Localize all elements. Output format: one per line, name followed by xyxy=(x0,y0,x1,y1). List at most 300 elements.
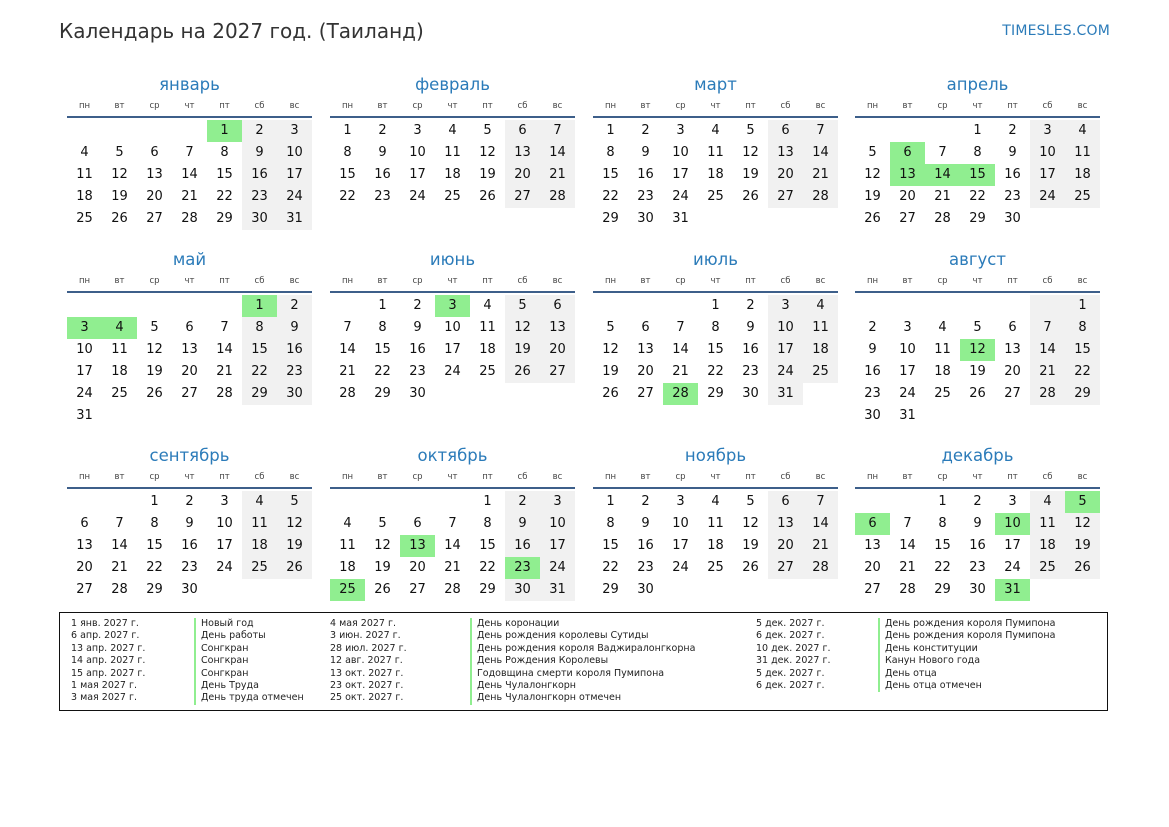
day-cell: 17 xyxy=(1030,164,1065,186)
day-cell: 24 xyxy=(672,560,689,575)
holiday-legend xyxy=(59,612,1108,711)
day-cell: 1 xyxy=(711,298,720,313)
holiday-date: 10 дек. 2027 г. xyxy=(756,642,831,654)
weekday-label: вт xyxy=(114,101,125,111)
weekday-header xyxy=(67,96,312,118)
weekday-label: пт xyxy=(219,276,230,286)
month-1 xyxy=(67,74,312,230)
holiday-name: Сонгкран xyxy=(194,668,248,680)
weekday-label: ср xyxy=(149,101,160,111)
week-row xyxy=(67,295,312,317)
week-row xyxy=(593,579,838,601)
day-cell: 2 xyxy=(185,494,194,509)
day-cell: 20 xyxy=(899,189,916,204)
weekday-label: пт xyxy=(482,472,493,482)
day-cell: 5 xyxy=(973,320,982,335)
day-cell: 24 xyxy=(277,186,312,208)
week-row xyxy=(330,295,575,317)
week-row xyxy=(855,142,1100,164)
holiday-day-cell: 4 xyxy=(102,317,137,339)
weekday-label: вт xyxy=(377,472,388,482)
weekday-label: вс xyxy=(552,472,563,482)
week-row xyxy=(330,186,575,208)
legend-item xyxy=(330,655,670,667)
day-cell: 5 xyxy=(868,145,877,160)
empty-day-cell xyxy=(698,579,733,601)
day-cell: 4 xyxy=(803,295,838,317)
month-name: январь xyxy=(159,75,220,94)
empty-day-cell xyxy=(207,579,242,601)
day-cell: 16 xyxy=(864,364,881,379)
week-row xyxy=(67,557,312,579)
day-cell: 23 xyxy=(969,560,986,575)
empty-day-cell xyxy=(505,383,540,405)
weekday-label: пт xyxy=(745,276,756,286)
holiday-date: 15 апр. 2027 г. xyxy=(71,667,146,679)
day-cell: 14 xyxy=(444,538,461,553)
holiday-name: День конституции xyxy=(878,643,978,655)
day-cell: 11 xyxy=(707,516,724,531)
day-cell: 2 xyxy=(505,491,540,513)
weekday-label: чт xyxy=(972,276,983,286)
day-cell: 3 xyxy=(540,491,575,513)
day-cell: 16 xyxy=(409,342,426,357)
day-cell: 5 xyxy=(505,295,540,317)
holiday-day-cell: 10 xyxy=(995,513,1030,535)
day-cell: 20 xyxy=(409,560,426,575)
weekday-header xyxy=(855,467,1100,489)
holiday-date: 31 дек. 2027 г. xyxy=(756,655,831,667)
day-cell: 12 xyxy=(479,145,496,160)
empty-day-cell xyxy=(960,405,995,427)
week-row xyxy=(67,339,312,361)
month-name: февраль xyxy=(415,75,490,94)
week-row xyxy=(67,361,312,383)
day-cell: 5 xyxy=(746,494,755,509)
day-cell: 31 xyxy=(540,579,575,601)
day-cell: 4 xyxy=(343,516,352,531)
day-cell: 22 xyxy=(934,560,951,575)
week-row xyxy=(855,535,1100,557)
day-cell: 23 xyxy=(181,560,198,575)
day-cell: 28 xyxy=(803,557,838,579)
weekday-label: пт xyxy=(745,472,756,482)
day-cell: 9 xyxy=(378,145,387,160)
day-cell: 26 xyxy=(111,211,128,226)
day-cell: 6 xyxy=(80,516,89,531)
day-cell: 6 xyxy=(1008,320,1017,335)
day-cell: 12 xyxy=(602,342,619,357)
weekday-header xyxy=(593,271,838,293)
weekday-label: сб xyxy=(780,276,791,286)
legend-column xyxy=(330,618,696,705)
day-cell: 23 xyxy=(409,364,426,379)
holiday-name: День рождения королевы Сутиды xyxy=(470,630,649,642)
day-cell: 21 xyxy=(1030,361,1065,383)
weekday-label: вс xyxy=(552,101,563,111)
weekday-label: пт xyxy=(1007,101,1018,111)
empty-day-cell xyxy=(1065,208,1100,230)
day-cell: 19 xyxy=(146,364,163,379)
day-cell: 8 xyxy=(711,320,720,335)
day-cell: 30 xyxy=(637,211,654,226)
calendar-grid xyxy=(67,74,1103,614)
day-cell: 17 xyxy=(216,538,233,553)
holiday-name: День Труда xyxy=(194,680,259,692)
legend-item xyxy=(756,655,1096,667)
day-cell: 12 xyxy=(374,538,391,553)
weekday-label: пн xyxy=(604,101,617,111)
week-row xyxy=(67,513,312,535)
week-row xyxy=(593,186,838,208)
day-cell: 25 xyxy=(934,386,951,401)
holiday-day-cell: 6 xyxy=(855,513,890,535)
day-cell: 23 xyxy=(864,386,881,401)
holiday-date: 6 дек. 2027 г. xyxy=(756,630,825,642)
day-cell: 10 xyxy=(1030,142,1065,164)
day-cell: 9 xyxy=(868,342,877,357)
day-cell: 8 xyxy=(378,320,387,335)
weekday-label: ср xyxy=(937,276,948,286)
week-row xyxy=(330,491,575,513)
week-row xyxy=(67,579,312,601)
day-cell: 22 xyxy=(374,364,391,379)
week-row xyxy=(855,339,1100,361)
day-cell: 10 xyxy=(672,516,689,531)
holiday-day-cell: 14 xyxy=(925,164,960,186)
day-cell: 25 xyxy=(111,386,128,401)
week-row xyxy=(855,383,1100,405)
week-row xyxy=(593,317,838,339)
day-cell: 26 xyxy=(374,582,391,597)
week-row xyxy=(330,535,575,557)
holiday-day-cell: 23 xyxy=(505,557,540,579)
week-row xyxy=(593,535,838,557)
weekday-label: вт xyxy=(640,276,651,286)
weekday-label: вс xyxy=(289,276,300,286)
holiday-day-cell: 13 xyxy=(890,164,925,186)
day-cell: 20 xyxy=(181,364,198,379)
week-row xyxy=(593,295,838,317)
week-row xyxy=(67,405,312,427)
week-row xyxy=(855,164,1100,186)
day-cell: 2 xyxy=(973,494,982,509)
day-cell: 16 xyxy=(1004,167,1021,182)
empty-day-cell xyxy=(400,491,435,513)
day-cell: 16 xyxy=(181,538,198,553)
day-cell: 3 xyxy=(413,123,422,138)
day-cell: 18 xyxy=(76,189,93,204)
week-row xyxy=(330,557,575,579)
day-cell: 8 xyxy=(242,317,277,339)
empty-day-cell xyxy=(242,579,277,601)
day-cell: 20 xyxy=(146,189,163,204)
holiday-name: День Рождения Королевы xyxy=(470,655,608,667)
day-cell: 21 xyxy=(803,164,838,186)
holiday-day-cell: 15 xyxy=(960,164,995,186)
day-cell: 9 xyxy=(413,320,422,335)
week-row xyxy=(855,186,1100,208)
day-cell: 27 xyxy=(540,361,575,383)
weekday-label: пт xyxy=(482,276,493,286)
day-cell: 7 xyxy=(803,491,838,513)
week-row xyxy=(67,164,312,186)
empty-day-cell xyxy=(172,405,207,427)
day-cell: 4 xyxy=(483,298,492,313)
day-cell: 15 xyxy=(602,538,619,553)
day-cell: 18 xyxy=(1030,535,1065,557)
holiday-name: День Чулалонгкорн xyxy=(470,680,576,692)
day-cell: 12 xyxy=(742,516,759,531)
day-cell: 23 xyxy=(742,364,759,379)
day-cell: 13 xyxy=(1004,342,1021,357)
legend-item xyxy=(330,668,670,680)
day-cell: 26 xyxy=(277,557,312,579)
day-cell: 26 xyxy=(602,386,619,401)
empty-day-cell xyxy=(277,405,312,427)
day-cell: 19 xyxy=(111,189,128,204)
holiday-day-cell: 1 xyxy=(242,295,277,317)
empty-day-cell xyxy=(242,405,277,427)
weekday-label: сб xyxy=(780,472,791,482)
weekday-label: вт xyxy=(114,276,125,286)
weekday-label: вс xyxy=(289,101,300,111)
day-cell: 22 xyxy=(146,560,163,575)
day-cell: 18 xyxy=(707,538,724,553)
day-cell: 19 xyxy=(277,535,312,557)
week-row xyxy=(855,491,1100,513)
weekday-label: сб xyxy=(517,472,528,482)
day-cell: 29 xyxy=(707,386,724,401)
day-cell: 21 xyxy=(934,189,951,204)
day-cell: 1 xyxy=(378,298,387,313)
day-cell: 28 xyxy=(540,186,575,208)
day-cell: 30 xyxy=(1004,211,1021,226)
weekday-label: ср xyxy=(412,101,423,111)
holiday-date: 1 янв. 2027 г. xyxy=(71,618,139,629)
day-cell: 29 xyxy=(969,211,986,226)
day-cell: 31 xyxy=(768,383,803,405)
day-cell: 12 xyxy=(146,342,163,357)
day-cell: 7 xyxy=(938,145,947,160)
day-cell: 9 xyxy=(1008,145,1017,160)
day-cell: 24 xyxy=(409,189,426,204)
day-cell: 8 xyxy=(973,145,982,160)
empty-day-cell xyxy=(330,491,365,513)
week-row xyxy=(67,317,312,339)
empty-day-cell xyxy=(1065,405,1100,427)
day-cell: 31 xyxy=(277,208,312,230)
holiday-day-cell: 12 xyxy=(960,339,995,361)
empty-day-cell xyxy=(733,579,768,601)
holiday-day-cell: 3 xyxy=(435,295,470,317)
day-cell: 8 xyxy=(1065,317,1100,339)
month-name: июль xyxy=(693,250,738,269)
day-cell: 19 xyxy=(969,364,986,379)
holiday-date: 13 апр. 2027 г. xyxy=(71,642,146,654)
day-cell: 18 xyxy=(707,167,724,182)
day-cell: 17 xyxy=(540,535,575,557)
day-cell: 16 xyxy=(637,167,654,182)
day-cell: 5 xyxy=(150,320,159,335)
weekday-label: вт xyxy=(640,472,651,482)
day-cell: 24 xyxy=(1030,186,1065,208)
holiday-day-cell: 13 xyxy=(400,535,435,557)
day-cell: 7 xyxy=(343,320,352,335)
day-cell: 8 xyxy=(938,516,947,531)
weekday-header xyxy=(67,467,312,489)
empty-day-cell xyxy=(470,383,505,405)
weekday-label: чт xyxy=(184,472,195,482)
empty-day-cell xyxy=(137,405,172,427)
weekday-label: вс xyxy=(289,472,300,482)
day-cell: 12 xyxy=(277,513,312,535)
legend-item xyxy=(330,692,670,704)
month-8 xyxy=(855,249,1100,427)
empty-day-cell xyxy=(768,208,803,230)
holiday-date: 14 апр. 2027 г. xyxy=(71,655,146,667)
site-link[interactable]: TIMESLES.COM xyxy=(1002,23,1110,39)
day-cell: 11 xyxy=(1065,142,1100,164)
day-cell: 29 xyxy=(374,386,391,401)
day-cell: 11 xyxy=(707,145,724,160)
day-cell: 29 xyxy=(1065,383,1100,405)
day-cell: 15 xyxy=(216,167,233,182)
legend-item xyxy=(756,680,1096,692)
day-cell: 7 xyxy=(115,516,124,531)
day-cell: 14 xyxy=(216,342,233,357)
day-cell: 25 xyxy=(1030,557,1065,579)
day-cell: 29 xyxy=(242,383,277,405)
day-cell: 17 xyxy=(444,342,461,357)
day-cell: 18 xyxy=(934,364,951,379)
weekday-header xyxy=(593,96,838,118)
weekday-label: сб xyxy=(254,276,265,286)
week-row xyxy=(67,535,312,557)
day-cell: 29 xyxy=(934,582,951,597)
week-row xyxy=(67,383,312,405)
week-row xyxy=(67,491,312,513)
day-cell: 12 xyxy=(864,167,881,182)
day-cell: 11 xyxy=(934,342,951,357)
day-cell: 23 xyxy=(242,186,277,208)
day-cell: 6 xyxy=(413,516,422,531)
day-cell: 2 xyxy=(641,494,650,509)
holiday-day-cell: 3 xyxy=(67,317,102,339)
day-cell: 5 xyxy=(277,491,312,513)
week-row xyxy=(593,164,838,186)
day-cell: 19 xyxy=(864,189,881,204)
day-cell: 21 xyxy=(339,364,356,379)
day-cell: 20 xyxy=(768,535,803,557)
day-cell: 23 xyxy=(374,189,391,204)
weekday-label: чт xyxy=(972,472,983,482)
weekday-label: вс xyxy=(815,101,826,111)
holiday-date: 28 июл. 2027 г. xyxy=(330,642,407,654)
day-cell: 13 xyxy=(637,342,654,357)
day-cell: 23 xyxy=(1004,189,1021,204)
week-row xyxy=(593,557,838,579)
day-cell: 24 xyxy=(444,364,461,379)
day-cell: 15 xyxy=(339,167,356,182)
day-cell: 12 xyxy=(742,145,759,160)
holiday-name: День рождения короля Ваджиралонгкорна xyxy=(470,643,695,655)
weekday-label: сб xyxy=(254,101,265,111)
empty-day-cell xyxy=(925,120,960,142)
day-cell: 30 xyxy=(277,383,312,405)
day-cell: 30 xyxy=(742,386,759,401)
weekday-label: вт xyxy=(902,472,913,482)
day-cell: 10 xyxy=(216,516,233,531)
day-cell: 9 xyxy=(973,516,982,531)
empty-day-cell xyxy=(137,120,172,142)
week-row xyxy=(855,513,1100,535)
day-cell: 14 xyxy=(111,538,128,553)
holiday-name: День труда отмечен xyxy=(194,692,304,704)
legend-item xyxy=(756,630,1096,642)
day-cell: 15 xyxy=(146,538,163,553)
holiday-day-cell: 25 xyxy=(330,579,365,601)
day-cell: 9 xyxy=(185,516,194,531)
day-cell: 29 xyxy=(146,582,163,597)
day-cell: 3 xyxy=(768,295,803,317)
day-cell: 27 xyxy=(409,582,426,597)
day-cell: 8 xyxy=(606,516,615,531)
holiday-day-cell: 1 xyxy=(207,120,242,142)
weekday-header xyxy=(330,271,575,293)
day-cell: 9 xyxy=(641,145,650,160)
day-cell: 28 xyxy=(1030,383,1065,405)
day-cell: 28 xyxy=(111,582,128,597)
day-cell: 18 xyxy=(803,339,838,361)
day-cell: 2 xyxy=(242,120,277,142)
week-row xyxy=(855,557,1100,579)
day-cell: 8 xyxy=(483,516,492,531)
day-cell: 22 xyxy=(339,189,356,204)
empty-day-cell xyxy=(698,208,733,230)
empty-day-cell xyxy=(277,579,312,601)
day-cell: 13 xyxy=(146,167,163,182)
day-cell: 20 xyxy=(540,339,575,361)
day-cell: 3 xyxy=(676,123,685,138)
day-cell: 3 xyxy=(903,320,912,335)
day-cell: 26 xyxy=(1065,557,1100,579)
empty-day-cell xyxy=(172,295,207,317)
month-name: апрель xyxy=(946,75,1009,94)
holiday-date: 4 мая 2027 г. xyxy=(330,618,396,629)
day-cell: 21 xyxy=(540,164,575,186)
week-row xyxy=(593,491,838,513)
day-cell: 19 xyxy=(1065,535,1100,557)
holiday-date: 3 июн. 2027 г. xyxy=(330,630,401,642)
day-cell: 13 xyxy=(181,342,198,357)
day-cell: 12 xyxy=(1065,513,1100,535)
empty-day-cell xyxy=(207,295,242,317)
day-cell: 10 xyxy=(277,142,312,164)
week-row xyxy=(330,120,575,142)
day-cell: 22 xyxy=(602,560,619,575)
day-cell: 21 xyxy=(899,560,916,575)
week-row xyxy=(67,142,312,164)
day-cell: 13 xyxy=(505,142,540,164)
weekday-label: ср xyxy=(412,472,423,482)
day-cell: 14 xyxy=(803,142,838,164)
weekday-label: ср xyxy=(149,276,160,286)
day-cell: 5 xyxy=(115,145,124,160)
day-cell: 17 xyxy=(76,364,93,379)
holiday-date: 23 окт. 2027 г. xyxy=(330,679,404,691)
day-cell: 25 xyxy=(242,557,277,579)
